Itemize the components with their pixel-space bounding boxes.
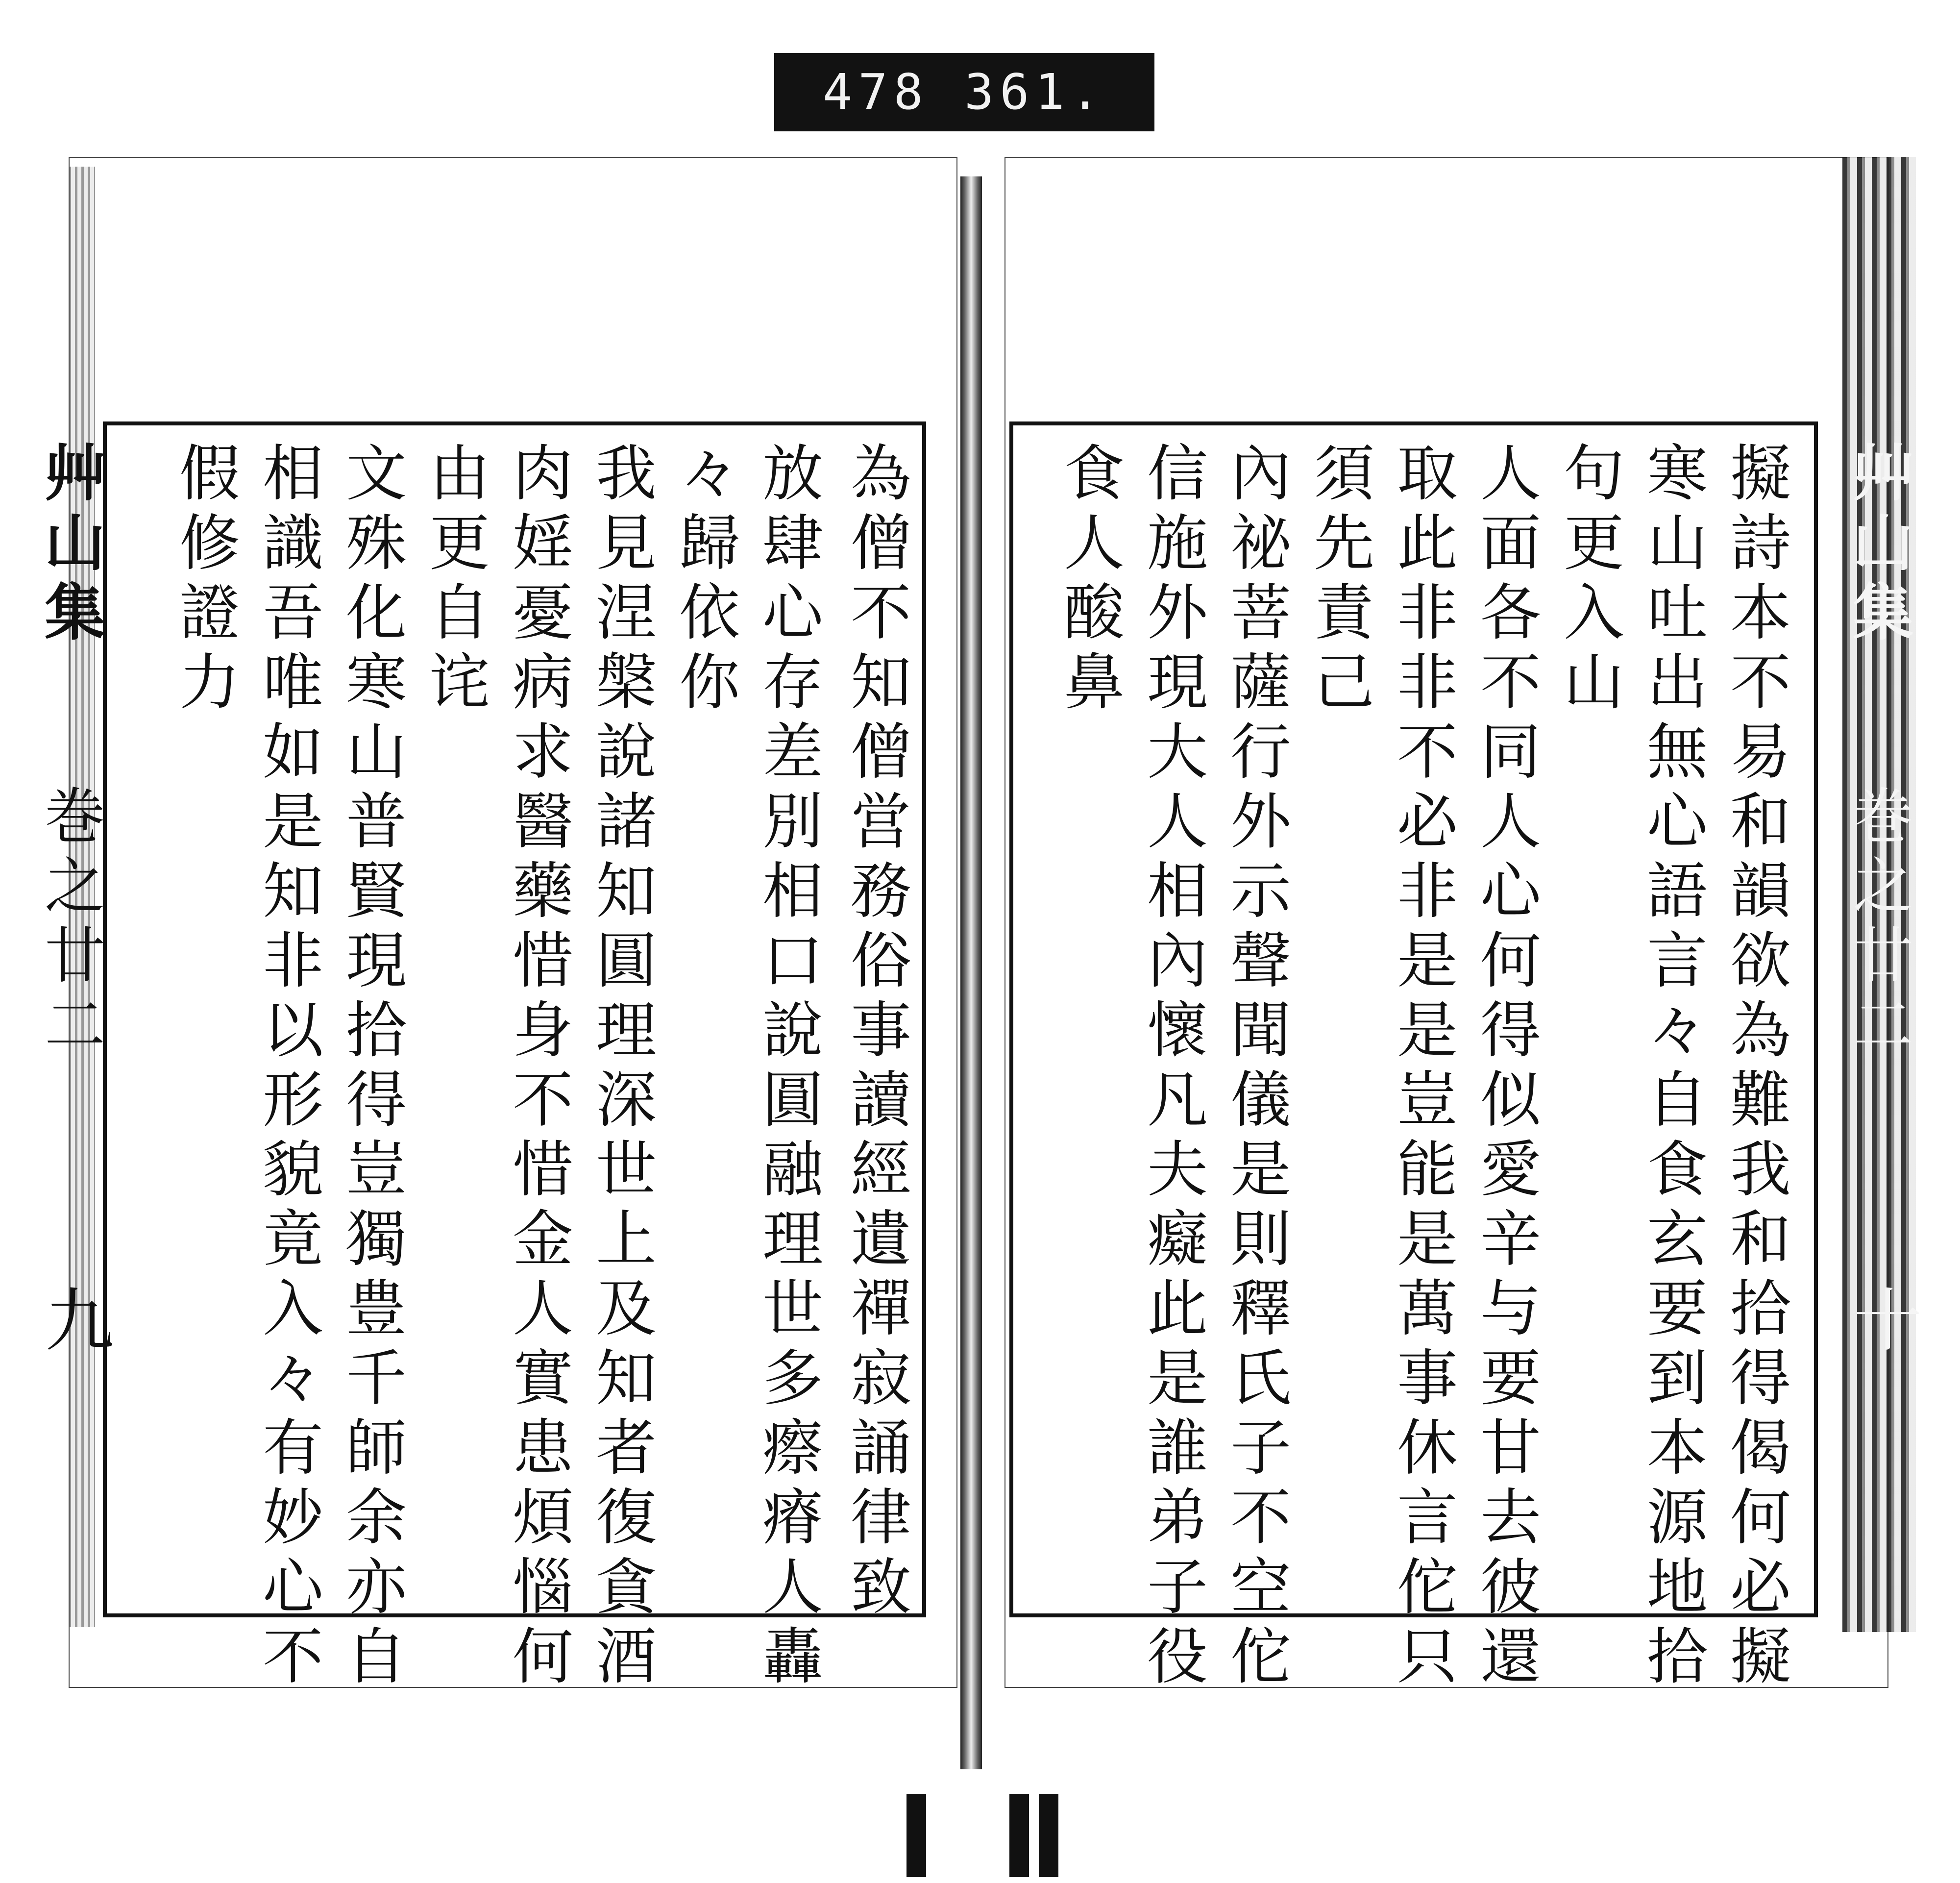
- left-page-number: 九: [34, 1284, 114, 1362]
- right-page-number: 十: [1842, 1284, 1922, 1362]
- right-text-column: 擬詩本不易和韻欲為難我和拾得偈何必擬: [1720, 441, 1790, 1694]
- right-text-column: 信施外現大人相內懷凡夫癡此是誰弟子役: [1137, 441, 1207, 1694]
- left-book-title: 艸山集: [34, 441, 105, 650]
- right-text-column: 食人酸鼻: [1054, 441, 1124, 719]
- left-text-column: 肉婬憂病求醫藥惜身不惜金人實患煩惱何: [502, 441, 573, 1694]
- right-text-column: 人面各不同人心何得似愛辛与要甘去彼還: [1470, 441, 1541, 1694]
- right-text-column: 內祕菩薩行外示聲聞儀是則釋氏子不空佗: [1220, 441, 1291, 1694]
- left-text-column: 為僧不知僧営務俗事讀經遺禪寂誦律致: [840, 441, 911, 1624]
- right-volume-label: 巻之廿二: [1842, 784, 1913, 1063]
- book-gutter: [960, 176, 982, 1769]
- left-text-column: 文殊化寒山普賢現拾得豈獨豊千師余亦自: [336, 441, 406, 1694]
- left-text-column: 々歸依你: [669, 441, 739, 719]
- left-text-column: 由更自诧: [419, 441, 490, 719]
- left-text-column: 放肆心存差別相口說圓融理世多瘵瘠人轟: [752, 441, 823, 1694]
- right-text-column: 句更入山: [1553, 441, 1624, 719]
- left-text-column: 假修證力: [169, 441, 240, 719]
- binding-mark: [1009, 1794, 1029, 1877]
- binding-mark: [1039, 1794, 1058, 1877]
- right-book-title: 艸山集: [1842, 441, 1913, 650]
- right-text-column: 須先責己: [1303, 441, 1374, 719]
- left-text-column: 我見涅槃說諸知圓理深世上及知者復貪酒: [586, 441, 656, 1694]
- archive-label: 478 361.: [774, 53, 1154, 131]
- right-text-column: 取此非非不必非是是豈能是萬事休言佗只: [1387, 441, 1457, 1694]
- right-text-column: 寒山吐出無心語言々自食玄要到本源地拾: [1637, 441, 1707, 1694]
- left-volume-label: 巻之廿二: [34, 784, 105, 1063]
- binding-mark: [906, 1794, 926, 1877]
- left-text-column: 相識吾唯如是知非以形貌竟入々有妙心不: [252, 441, 323, 1694]
